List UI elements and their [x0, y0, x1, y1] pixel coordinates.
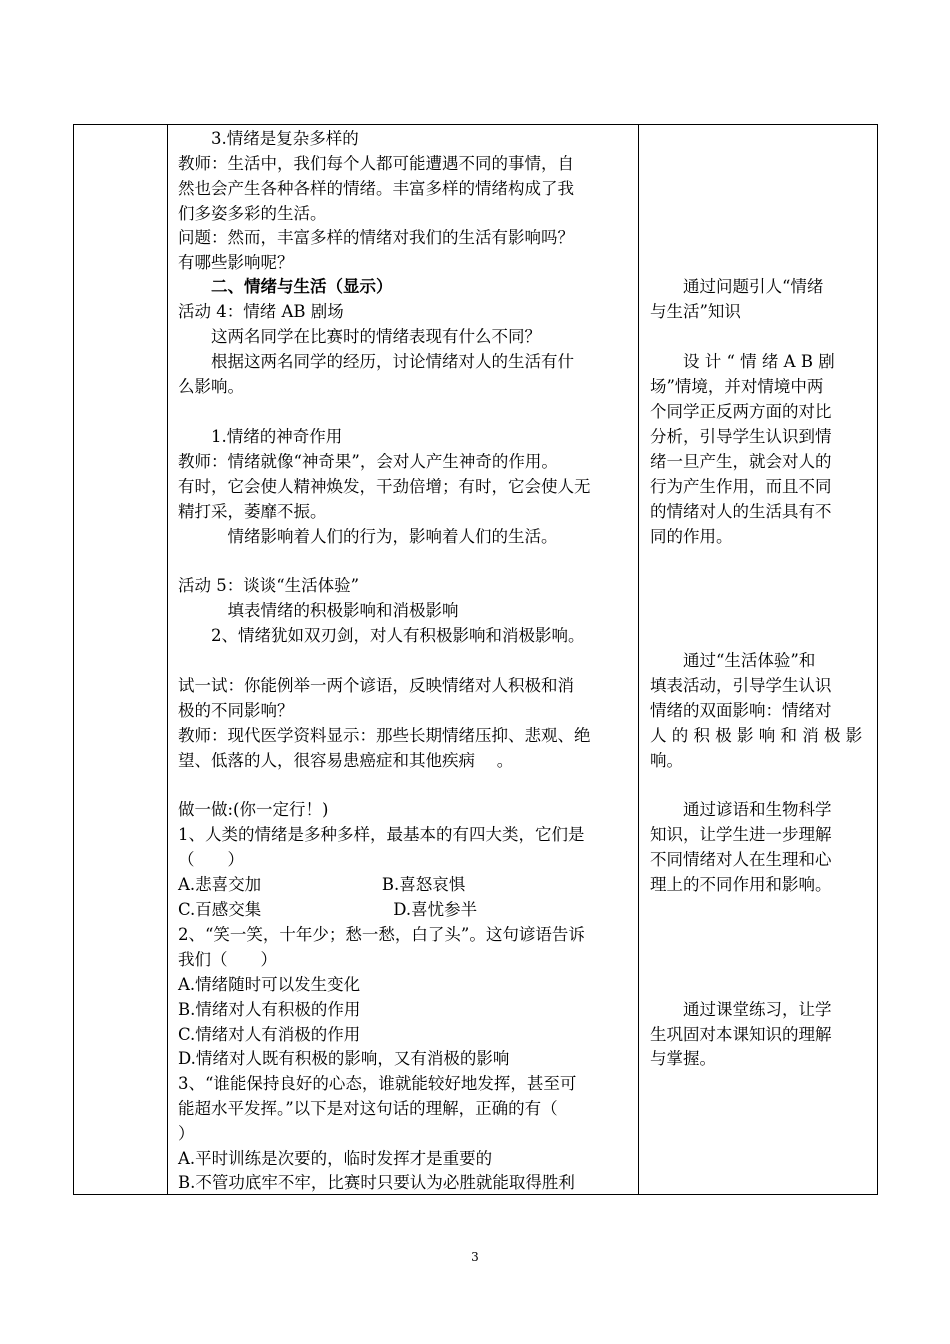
text-line: 活动 4：情绪 AB 剧场 [178, 302, 344, 321]
text-line: D.情绪对人既有积极的影响，又有消极的影响 [178, 1049, 510, 1068]
text-line: 么影响。 [178, 377, 244, 396]
note-line: 通过“生活体验”和 [650, 651, 816, 670]
text-line: 活动 5：谈谈“生活体验” [178, 576, 360, 595]
text-line: 1、人类的情绪是多种多样，最基本的有四大类，它们是 [178, 825, 585, 844]
note-line: 与生活”知识 [650, 302, 741, 321]
note-line: 通过课堂练习，让学 [650, 1000, 832, 1019]
note-line: 通过谚语和生物科学 [650, 800, 832, 819]
text-line: 有时，它会使人精神焕发，干劲倍增；有时，它会使人无 [178, 477, 591, 496]
note-line: 与掌握。 [650, 1049, 716, 1068]
text-line: 3.情绪是复杂多样的 [178, 129, 359, 148]
note-line: 知识，让学生进一步理解 [650, 825, 832, 844]
text-line: 极的不同影响？ [178, 701, 294, 720]
text-line: 能超水平发挥。”以下是对这句话的理解，正确的有（ [178, 1099, 558, 1118]
text-line: C.百感交集 D.喜忧参半 [178, 900, 478, 919]
note-line: 的情绪对人的生活具有不 [650, 502, 832, 521]
note-line: 人 的 积 极 影 响 和 消 极 影 [650, 726, 863, 745]
note-line: 不同情绪对人在生理和心 [650, 850, 832, 869]
text-line: B.情绪对人有积极的作用 [178, 1000, 361, 1019]
text-line: 3、“谁能保持良好的心态，谁就能较好地发挥，甚至可 [178, 1074, 577, 1093]
text-line: 教师：情绪就像“神奇果”，会对人产生神奇的作用。 [178, 452, 558, 471]
lesson-table [73, 124, 878, 1195]
section-heading: 二、情绪与生活（显示） [178, 277, 393, 296]
note-line: 通过问题引人“情绪 [650, 277, 824, 296]
note-line: 填表活动，引导学生认识 [650, 676, 832, 695]
text-line: 教师：现代医学资料显示：那些长期情绪压抑、悲观、绝 [178, 726, 591, 745]
note-line: 理上的不同作用和影响。 [650, 875, 832, 894]
note-line: 同的作用。 [650, 527, 733, 546]
text-line: 2、“笑一笑，十年少；愁一愁，白了头”。这句谚语告诉 [178, 925, 585, 944]
note-line: 场”情境，并对情境中两 [650, 377, 824, 396]
text-line: 试一试：你能例举一两个谚语，反映情绪对人积极和消 [178, 676, 574, 695]
note-line: 绪一旦产生，就会对人的 [650, 452, 832, 471]
text-line: 1.情绪的神奇作用 [178, 427, 343, 446]
text-line: A.悲喜交加 B.喜怒哀惧 [178, 875, 466, 894]
text-line: 做一做:(你一定行！) [178, 800, 329, 819]
column-divider-left [167, 125, 168, 1194]
text-line: 有哪些影响呢？ [178, 253, 294, 272]
text-line: A.情绪随时可以发生变化 [178, 975, 361, 994]
column-divider-right [638, 125, 639, 1194]
text-line: 填表情绪的积极影响和消极影响 [178, 601, 459, 620]
note-line: 情绪的双面影响：情绪对 [650, 701, 832, 720]
text-line: （ ） [178, 850, 244, 869]
page-number: 3 [471, 1250, 479, 1264]
note-line: 生巩固对本课知识的理解 [650, 1025, 832, 1044]
text-line: 精打采，萎靡不振。 [178, 502, 327, 521]
text-line: 情绪影响着人们的行为，影响着人们的生活。 [178, 527, 558, 546]
text-line: 望、低落的人，很容易患癌症和其他疾病 。 [178, 751, 514, 770]
note-line: 行为产生作用，而且不同 [650, 477, 832, 496]
note-line: 分析，引导学生认识到情 [650, 427, 832, 446]
text-line: 2、情绪犹如双刃剑，对人有积极影响和消极影响。 [178, 626, 585, 645]
text-line: 我们（ ） [178, 950, 277, 969]
note-line: 响。 [650, 751, 683, 770]
note-line: 设 计 “ 情 绪 A B 剧 [650, 352, 835, 371]
note-line: 个同学正反两方面的对比 [650, 402, 832, 421]
text-line: 这两名同学在比赛时的情绪表现有什么不同？ [178, 327, 541, 346]
text-line: C.情绪对人有消极的作用 [178, 1025, 361, 1044]
text-line: B.不管功底牢不牢，比赛时只要认为必胜就能取得胜利 [178, 1173, 575, 1192]
text-line: 根据这两名同学的经历，讨论情绪对人的生活有什 [178, 352, 574, 371]
text-line: 问题：然而，丰富多样的情绪对我们的生活有影响吗？ [178, 228, 574, 247]
text-line: ） [178, 1124, 195, 1143]
text-line: 们多姿多彩的生活。 [178, 204, 327, 223]
text-line: 然也会产生各种各样的情绪。丰富多样的情绪构成了我 [178, 179, 574, 198]
text-line: 教师：生活中，我们每个人都可能遭遇不同的事情，自 [178, 154, 574, 173]
text-line: A.平时训练是次要的，临时发挥才是重要的 [178, 1149, 493, 1168]
